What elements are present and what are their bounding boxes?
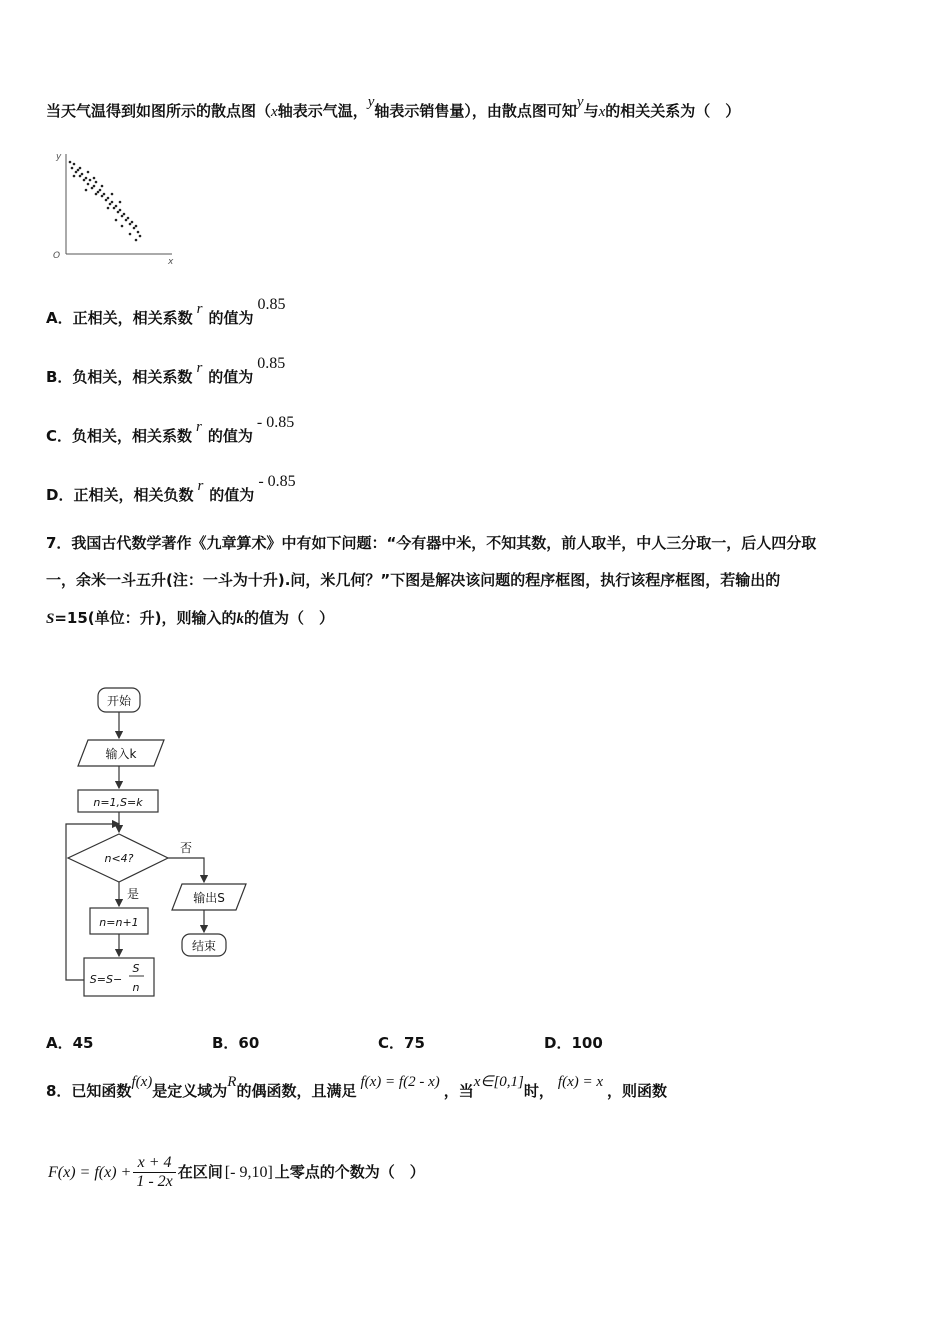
option-value: - 0.85 xyxy=(258,473,296,490)
x-axis-label: x xyxy=(168,257,174,266)
scatter-point xyxy=(79,175,82,178)
option-tail: 的值为 xyxy=(208,368,254,386)
init-label: n=1,S=k xyxy=(93,796,143,809)
scatter-point xyxy=(117,211,120,214)
option-tail: 的值为 xyxy=(209,486,255,504)
scatter-point xyxy=(113,207,116,210)
q8-stem-part: 8．已知函数 xyxy=(46,1082,132,1100)
scatter-point xyxy=(135,225,138,228)
q7-option-d: D．100 xyxy=(544,1034,603,1052)
option-value: 0.85 xyxy=(257,296,286,313)
origin-label: O xyxy=(53,251,61,261)
condition-label: n<4? xyxy=(104,852,134,865)
scatter-point xyxy=(119,201,122,204)
scatter-point xyxy=(93,177,96,180)
math-interval: [- 9,10] xyxy=(224,1164,273,1181)
scatter-point xyxy=(89,179,92,182)
q6-stem-part: 当天气温得到如图所示的散点图（ xyxy=(46,102,272,120)
scatter-point xyxy=(107,207,110,210)
math-R: R xyxy=(227,1074,237,1090)
scatter-point xyxy=(85,177,88,180)
scatter-point xyxy=(111,201,114,204)
q8-stem-part: 上零点的个数为（ ） xyxy=(274,1163,425,1181)
q7-stem-line3 xyxy=(46,607,334,628)
scatter-point xyxy=(139,235,142,238)
scatter-point xyxy=(75,171,78,174)
option-value: 0.85 xyxy=(257,355,286,372)
scatter-point xyxy=(127,217,130,220)
math-F: F(x) = f(x) + xyxy=(48,1164,132,1181)
fraction-numerator: x + 4 xyxy=(133,1154,175,1173)
scatter-point xyxy=(97,191,100,194)
q7-option-b: B．60 xyxy=(212,1034,260,1052)
scatter-point xyxy=(69,161,72,164)
option-label: B．负相关，相关系数 xyxy=(46,368,193,386)
scatter-point xyxy=(121,225,124,228)
scatter-point xyxy=(105,199,108,202)
q7-option-c: C．75 xyxy=(378,1034,425,1052)
q8-stem-part: 是定义域为 xyxy=(152,1082,228,1100)
scatter-point xyxy=(85,189,88,192)
yes-label: 是 xyxy=(126,887,140,901)
q6-option-c xyxy=(46,414,295,446)
scatter-point xyxy=(73,175,76,178)
scatter-point xyxy=(131,221,134,224)
no-label: 否 xyxy=(179,841,193,855)
option-label: A．正相关，相关系数 xyxy=(46,309,193,327)
scatter-point xyxy=(119,209,122,212)
y-axis-label: y xyxy=(56,152,62,162)
option-value: - 0.85 xyxy=(256,414,295,431)
q6-stem-part: 与 xyxy=(583,102,599,120)
q7-stem-part: =15(单位：升)，则输入的 xyxy=(54,609,237,627)
math-eq2: f(x) = x xyxy=(557,1074,604,1090)
option-tail: 的值为 xyxy=(208,309,254,327)
scatter-point xyxy=(101,195,104,198)
scatter-point xyxy=(101,185,104,188)
q8-stem-part: 在区间 xyxy=(177,1163,223,1181)
scatter-point xyxy=(71,167,74,170)
output-label: 输出S xyxy=(193,891,225,905)
scatter-point xyxy=(111,193,114,196)
q6-option-d xyxy=(46,473,296,505)
update-frac-den: n xyxy=(132,981,140,994)
var-x: x xyxy=(598,104,606,120)
scatter-point xyxy=(121,215,124,218)
fraction-denominator: 1 - 2x xyxy=(136,1173,173,1190)
scatter-point xyxy=(91,187,94,190)
q7-option-a: A．45 xyxy=(46,1034,94,1052)
scatter-point xyxy=(73,163,76,166)
var-r: r xyxy=(196,419,202,435)
q7-stem-line2: 一，余米一斗五升(注：一斗为十升).问，米几何？”下图是解决该问题的程序框图，执行该程序框图，若输出的 xyxy=(46,571,781,589)
option-tail: 的值为 xyxy=(207,427,253,445)
var-y: y xyxy=(367,94,375,110)
scatter-point xyxy=(129,223,132,226)
var-S: S xyxy=(46,611,55,627)
scatter-point xyxy=(115,205,118,208)
scatter-point xyxy=(99,189,102,192)
scatter-point xyxy=(83,179,86,182)
q8-stem-part: ，当 xyxy=(443,1082,474,1100)
math-eq1: f(x) = f(2 - x) xyxy=(360,1074,440,1090)
scatter-plot-figure xyxy=(50,148,182,266)
scatter-point xyxy=(95,193,98,196)
q6-stem-part: 的相关关系为（ ） xyxy=(605,102,741,120)
update-label: S=S− xyxy=(89,973,123,986)
var-r: r xyxy=(196,360,203,376)
update-frac-num: S xyxy=(132,962,140,975)
scatter-point xyxy=(129,233,132,236)
q6-stem xyxy=(46,94,741,121)
q6-option-a xyxy=(46,296,286,328)
scatter-point xyxy=(135,239,138,242)
end-label: 结束 xyxy=(191,939,217,953)
q8-stem-part: ，则函数 xyxy=(607,1082,668,1100)
q7-stem-line1: 7．我国古代数学著作《九章算术》中有如下问题：“今有器中米，不知其数，前人取半，中人三分取一，后人四分取 xyxy=(46,534,817,552)
scatter-point xyxy=(79,167,82,170)
scatter-points xyxy=(69,161,142,242)
scatter-point xyxy=(109,203,112,206)
scatter-point xyxy=(87,171,90,174)
var-x: x xyxy=(271,104,278,120)
scatter-point xyxy=(77,169,80,172)
scatter-point xyxy=(133,227,136,230)
var-r: r xyxy=(196,301,203,317)
q8-stem-part: 时， xyxy=(523,1082,554,1100)
start-label: 开始 xyxy=(106,694,132,708)
scatter-point xyxy=(103,193,106,196)
scatter-point xyxy=(95,181,98,184)
q6-stem-part: 轴表示销售量），由散点图可知 xyxy=(374,102,577,120)
option-label: D．正相关，相关负数 xyxy=(46,486,194,504)
math-cond: x∈[0,1] xyxy=(473,1074,524,1090)
q8-stem-line1 xyxy=(46,1074,668,1101)
math-fx: f(x) xyxy=(131,1074,153,1090)
scatter-point xyxy=(137,231,140,234)
q7-stem-part: 的值为（ ） xyxy=(244,609,335,627)
q6-option-b xyxy=(46,355,286,387)
q8-stem-line2 xyxy=(48,1154,425,1191)
input-label: 输入k xyxy=(105,747,137,761)
flowchart xyxy=(58,680,258,1002)
q6-stem-part: 轴表示气温， xyxy=(277,102,368,120)
scatter-point xyxy=(87,183,90,186)
scatter-point xyxy=(81,173,84,176)
scatter-point xyxy=(115,219,118,222)
q8-stem-part: 的偶函数，且满足 xyxy=(236,1082,357,1100)
var-y: y xyxy=(576,94,584,110)
step-label: n=n+1 xyxy=(99,916,139,929)
scatter-point xyxy=(125,219,128,222)
var-k: k xyxy=(236,611,244,627)
math-fraction xyxy=(133,1154,175,1191)
option-label: C．负相关，相关系数 xyxy=(46,427,193,445)
var-r: r xyxy=(197,478,204,494)
scatter-point xyxy=(123,213,126,216)
scatter-point xyxy=(107,197,110,200)
scatter-point xyxy=(93,185,96,188)
